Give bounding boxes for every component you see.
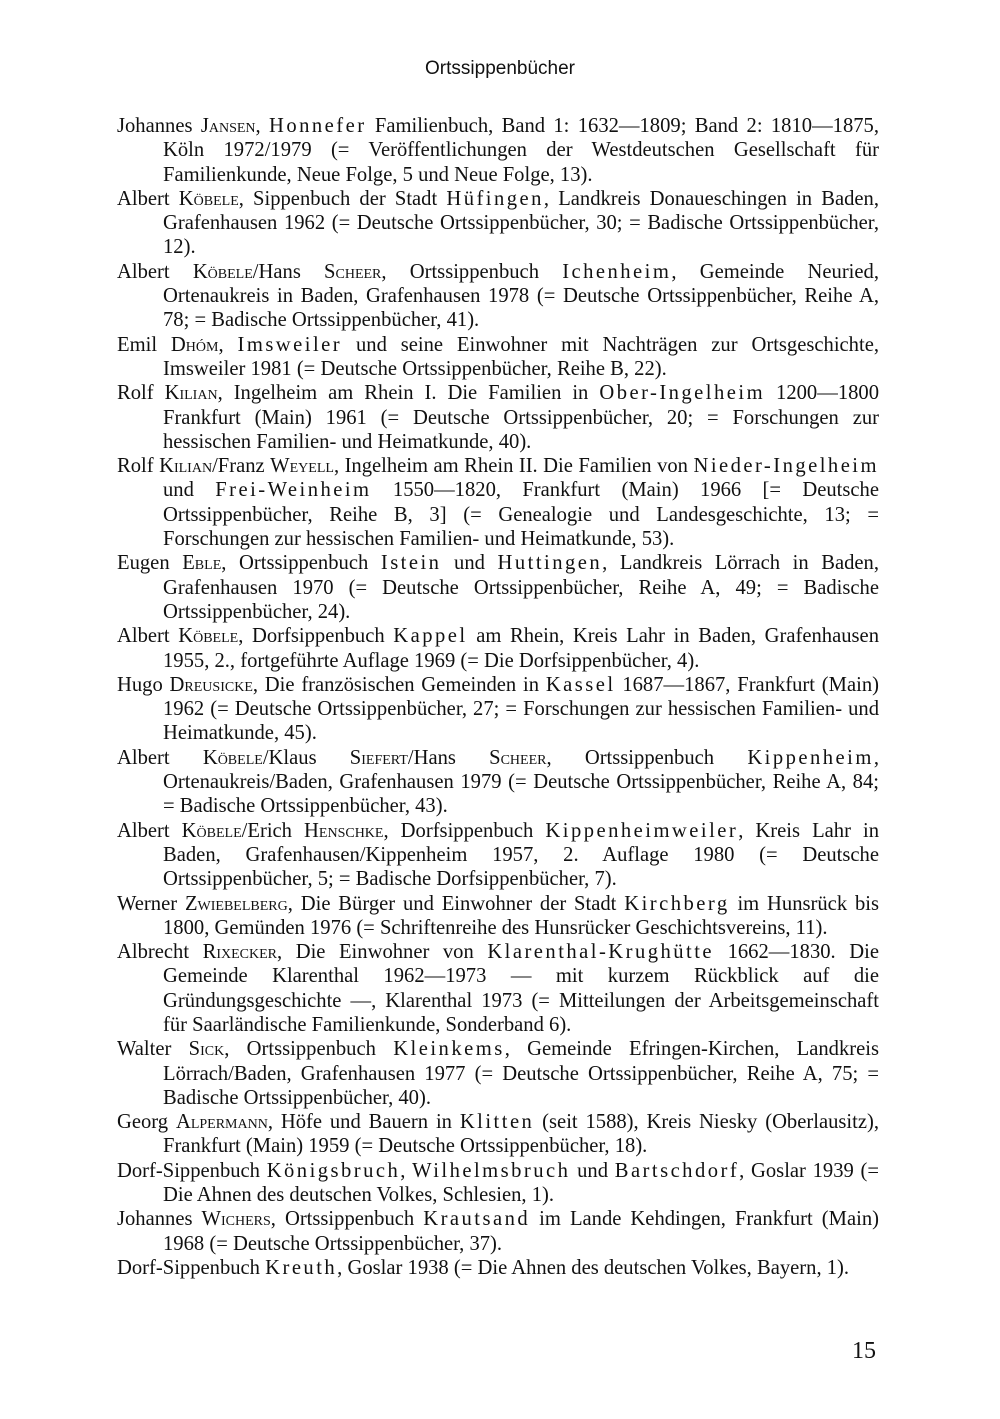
place-name: Kippenheim	[747, 746, 874, 769]
entry-text: , Höfe und Bauern in	[267, 1111, 460, 1134]
author-name: Köbele	[178, 625, 239, 648]
entry-text: /Hans	[407, 746, 490, 769]
bibliography-entry	[117, 940, 879, 1037]
entry-text: , Ortssippenbuch	[270, 1208, 424, 1231]
author-name: Alpermann	[175, 1111, 268, 1134]
entry-text: , Goslar 1939 (= Die Ahnen des deutschen Volkes, Schlesien, 1).	[163, 1159, 879, 1207]
bibliography-entry	[117, 454, 879, 551]
running-header: Ortssippenbücher	[425, 58, 575, 79]
author-name: Zwiebelberg	[184, 892, 288, 915]
entry-text: , Ingelheim am Rhein I. Die Familien in	[217, 382, 600, 405]
entry-text: 1687—1867, Frankfurt (Main) 1962 (= Deutsche Ortssippenbücher, 27; = Forschungen zur hessischen Familien- und Heimatkunde, 45).	[163, 673, 879, 745]
entry-text: und	[441, 552, 498, 575]
entry-text: und seine Einwohner mit Nachträgen zur Ortsgeschichte, Imsweiler 1981 (= Deutsche Ortssippenbücher, Reihe B, 22).	[163, 333, 879, 380]
entry-text: Eugen	[117, 552, 183, 575]
place-name: Ober-Ingelheim	[599, 382, 766, 405]
author-name: Rixecker	[202, 941, 277, 964]
author-name: Jansen	[200, 115, 256, 137]
author-name: Köbele	[178, 187, 239, 210]
entry-text: im Lande Kehdingen, Frankfurt (Main) 1968 (= Deutsche Ortssippenbücher, 37).	[163, 1208, 879, 1255]
place-name: Klarenthal-Krughütte	[487, 941, 715, 964]
bibliography-entry	[117, 1159, 879, 1208]
entry-text: 1662—1830. Die Gemeinde Klarenthal 1962—1973 — mit kurzem Rückblick auf die Gründungsgeschichte —, Klarenthal 1973 (= Mitteilungen der Arbeitsgemeinschaft für Saarländische Familienkunde, Sonderband 6).	[163, 941, 879, 1036]
place-name: Huttingen	[497, 552, 603, 575]
entry-text: , Gemeinde Neuried, Ortenaukreis in Baden, Grafenhausen 1978 (= Deutsche Ortssippenbücher, Reihe A, 78; = Badische Ortssippenbücher, 41).	[163, 260, 879, 332]
author-name: Kilian	[159, 455, 213, 478]
entry-text: Hugo	[117, 673, 170, 696]
author-name: Henschke	[304, 819, 384, 842]
author-name: Köbele	[181, 819, 242, 842]
entry-text: Albrecht	[117, 941, 203, 964]
bibliography-entry	[117, 260, 879, 333]
entry-text: , Die französischen Gemeinden in	[252, 673, 546, 696]
place-name: Krautsand	[423, 1208, 531, 1231]
entry-text: Rolf	[117, 382, 165, 405]
bibliography-entry	[117, 819, 879, 892]
entry-text: Rolf	[117, 455, 160, 478]
entry-text: Albert	[117, 746, 203, 769]
entry-text: , Dorfsippenbuch	[383, 819, 546, 842]
author-name: Sick	[188, 1038, 225, 1061]
entry-text: , Sippenbuch der Stadt	[238, 187, 447, 210]
bibliography-entry	[117, 333, 879, 382]
bibliography-entry	[117, 624, 879, 673]
entry-text: Johannes	[117, 1208, 202, 1231]
entry-text: , Die Bürger und Einwohner der Stadt	[287, 892, 625, 915]
entry-text: im Hunsrück bis 1800, Gemünden 1976 (= Schriftenreihe des Hunsrücker Geschichtsvereins, 11).	[163, 892, 879, 939]
bibliography-entry	[117, 1256, 879, 1280]
entry-text: am Rhein, Kreis Lahr in Baden, Grafenhausen 1955, 2., fortgeführte Auflage 1969 (= Die Dorfsippenbücher, 4).	[163, 625, 879, 672]
bibliography-entry	[117, 381, 879, 454]
place-name: Kreuth	[265, 1256, 338, 1279]
entry-text: , Ortssippenbuch	[221, 552, 381, 575]
place-name: Honnefer	[269, 115, 367, 137]
place-name: Imsweiler	[237, 333, 343, 356]
place-name: Bartschdorf	[614, 1159, 740, 1182]
entry-text: Walter	[117, 1038, 189, 1061]
bibliography-entry	[117, 746, 879, 819]
author-name: Köbele	[192, 260, 253, 283]
bibliography-entry	[117, 1207, 879, 1256]
author-name: Scheer	[489, 746, 547, 769]
bibliography-entry	[117, 1037, 879, 1110]
entry-text: ,	[255, 115, 269, 137]
place-name: Königsbruch	[266, 1159, 401, 1182]
place-name: Wilhelmsbruch	[412, 1159, 571, 1182]
entry-text: , Die Einwohner von	[277, 941, 488, 964]
entry-text: 1200—1800 Frankfurt (Main) 1961 (= Deutsche Ortssippenbücher, 20; = Forschungen zur hessischen Familien- und Heimatkunde, 40).	[163, 382, 880, 453]
place-name: Kippenheimweiler	[545, 819, 739, 842]
author-name: Kilian	[164, 382, 218, 405]
bibliography-entry	[117, 673, 879, 746]
author-name: Dhóm	[170, 333, 219, 356]
entry-text: und	[163, 479, 216, 502]
entry-text: Albert	[117, 187, 179, 210]
entry-text: Werner	[117, 892, 185, 915]
place-name: Kassel	[545, 673, 616, 696]
bibliography-entry	[117, 892, 879, 941]
author-name: Eble	[182, 552, 222, 575]
entry-text: 1550—1820, Frankfurt (Main) 1966 [= Deutsche Ortssippenbücher, Reihe B, 3] (= Genealogie und Landesgeschichte, 13; = Forschungen zur hessischen Familien- und Heimatkunde, 53).	[163, 479, 879, 551]
author-name: Siefert	[349, 746, 408, 769]
entry-text: ,	[218, 333, 238, 356]
entry-text: ,	[400, 1159, 413, 1182]
entry-text: /Erich	[241, 819, 305, 842]
entry-text: /Hans	[252, 260, 325, 283]
entry-text: , Gemeinde Efringen-Kirchen, Landkreis Lörrach/Baden, Grafenhausen 1977 (= Deutsche Ortssippenbücher, Reihe A, 75; = Badische Ortssippenbücher, 40).	[163, 1038, 880, 1109]
entry-text: Albert	[117, 260, 193, 283]
bibliography-entry	[117, 187, 879, 260]
entry-text: , Kreis Lahr in Baden, Grafenhausen/Kippenheim 1957, 2. Auflage 1980 (= Deutsche Ortssippenbücher, 5; = Badische Dorfsippenbücher, 7).	[163, 819, 880, 891]
place-name: Nieder-Ingelheim	[693, 455, 879, 478]
entry-text: Albert	[117, 819, 182, 842]
author-name: Köbele	[202, 746, 263, 769]
entry-text: , Landkreis Lörrach in Baden, Grafenhausen 1970 (= Deutsche Ortssippenbücher, Reihe A, 49; = Badische Ortssippenbücher, 24).	[163, 552, 879, 623]
place-name: Kappel	[393, 625, 468, 648]
place-name: Hüfingen	[446, 187, 544, 210]
entry-text: Dorf-Sippenbuch	[117, 1159, 267, 1182]
bibliography-entry	[117, 1110, 879, 1159]
entry-text: , Landkreis Donaueschingen in Baden, Grafenhausen 1962 (= Deutsche Ortssippenbücher, 30; = Badische Ortssippenbücher, 12).	[163, 187, 879, 259]
entry-text: Familienbuch, Band 1: 1632—1809; Band 2: 1810—1875, Köln 1972/1979 (= Veröffentlichungen der Westdeutschen Gesellschaft für Familienkunde, Neue Folge, 5 und Neue Folge, 13).	[163, 115, 880, 186]
entry-text: , Ortenaukreis/Baden, Grafenhausen 1979 (= Deutsche Ortssippenbücher, Reihe A, 84; = Badische Ortssippenbücher, 43).	[163, 746, 879, 818]
entry-text: Albert	[117, 625, 179, 648]
entry-text: , Goslar 1938 (= Die Ahnen des deutschen Volkes, Bayern, 1).	[337, 1256, 850, 1279]
entry-text: und	[570, 1159, 615, 1182]
entry-text: Johannes	[117, 115, 201, 137]
bibliography-list	[117, 114, 879, 1280]
place-name: Istein	[380, 552, 442, 575]
entry-text: /Franz	[212, 455, 271, 478]
page-number: 15	[852, 1338, 876, 1364]
author-name: Weyell	[270, 455, 334, 478]
place-name: Frei-Weinheim	[215, 479, 372, 502]
entry-text: , Ortssippenbuch	[224, 1038, 394, 1061]
place-name: Kleinkems	[393, 1038, 505, 1061]
entry-text: , Ortssippenbuch	[546, 746, 748, 769]
place-name: Ichenheim	[562, 260, 672, 283]
entry-text: Georg	[117, 1111, 176, 1134]
place-name: Klitten	[459, 1111, 535, 1134]
entry-text: Dorf-Sippenbuch	[117, 1256, 266, 1279]
entry-text: , Ortssippenbuch	[381, 260, 563, 283]
entry-text: , Dorfsippenbuch	[238, 625, 394, 648]
bibliography-entry	[117, 551, 879, 624]
entry-text: , Ingelheim am Rhein II. Die Familien von	[333, 455, 694, 478]
bibliography-entry	[117, 114, 879, 187]
author-name: Wichers	[201, 1208, 271, 1231]
author-name: Scheer	[324, 260, 382, 283]
entry-text: /Klaus	[262, 746, 350, 769]
entry-text: Emil	[117, 333, 171, 356]
place-name: Kirchberg	[624, 892, 730, 915]
author-name: Dreusicke	[169, 673, 253, 696]
entry-text: (seit 1588), Kreis Niesky (Oberlausitz), Frankfurt (Main) 1959 (= Deutsche Ortssippenbücher, 18).	[163, 1111, 879, 1158]
